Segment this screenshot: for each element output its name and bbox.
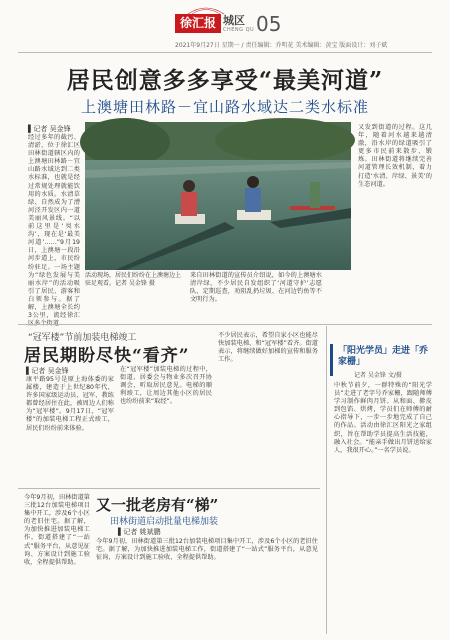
sidebar-body: 中秋节前夕，一群特殊的“阳光学员”走进了老字号乔家栅，跟随师傅学习制作鲜肉月饼。从和面、擀皮到包馅、烘烤，学员们在师傅的耐心指导下，一步一步地完成了自己的作品。活动由徐汇区阳光之家组织，旨在帮助学员提高生活技能，融入社会。“能亲手做出月饼送给家人，我很开心。”一名学员说。 (334, 382, 432, 454)
sidebar-accent-bar (330, 344, 333, 376)
main-column-3: 来自田林街道的宣传员介绍说，如今的上澳塘水清岸绿，不少居民自发组织了‘河道守护’志愿队，定期巡查，劝阻乱扔垃圾、在河边钓鱼等不文明行为。 (190, 272, 322, 304)
sidebar-byline: 记者 吴金锋 文/摄 (354, 372, 402, 379)
third-column-body: 今年9月初，田林街道第三批12台加装电梯项目集中开工，涉及6个小区的老旧住宅。据了解，为加快推进加装电梯工作，街道搭建了“一站式”服务平台，从意见征询、方案设计到施工验收，全程提供帮助。 (96, 538, 318, 562)
third-column-left: 今年9月初，田林街道第三批12台加装电梯项目集中开工，涉及6个小区的老旧住宅。据了解，为加快推进加装电梯工作，街道搭建了“一站式”服务平台，从意见征询、方案设计到施工验收，全程提供帮助。 (24, 494, 90, 566)
second-column-1: 康平路95号是原上海体委的家属楼，建造于上世纪80年代，许多国家级运动员、冠军、教练都曾经居住在此，被周边人们称为“冠军楼”。9月17日，“冠军楼”的加装电梯工程正式竣工，居民们纷纷前来体验。 (26, 376, 114, 432)
second-author: ▌记者 吴金锋 (26, 367, 69, 375)
photo-caption: 活动现场，居民们纷纷在上澳塘边上驻足观看。记者 吴金锋 摄 (85, 272, 182, 287)
main-subheadline: 上澳塘田林路－宜山路水域达二类水标准 (80, 98, 369, 116)
third-subheadline: 田林街道启动批量电梯加装 (110, 517, 219, 527)
second-column-3: 不少居民表示，希望自家小区也能尽快加装电梯，和“冠军楼”看齐。街道表示，将继续做好加梯的宣传和服务工作。 (218, 332, 318, 364)
main-author: ▌记者 吴金锋 (28, 125, 71, 133)
article-divider (18, 324, 432, 325)
second-column-2: 在“冠军楼”加装电梯的过程中，街道、居委会与物业多次召开协调会，听取居民意见。电梯的顺利竣工，让周边其他小区的居民也纷纷前来“取经”。 (120, 366, 212, 406)
main-column-1: 经过多年的截污、清淤，位于徐汇区田林街道辖区内的上澳塘田林路－宜山路水域达到二类水标准，也就是经过常规处理就能饮用的水质。水清草绿、自然成为了漕河泾开发区内一道美丽风景线。“以前这里是‘臭水沟’，现在是‘最美河道’……”9月19日，上澳塘一段沿河步道上，市民纷纷驻足。一场主题为“绿色发展与美丽水岸”的活动吸引了居民、游客和白领参与。据了解，上澳塘全长约3公里，流经徐汇 (28, 134, 80, 320)
sidebar-title: 「阳光学员」走进「乔家栅」 (338, 346, 429, 367)
page-number: 05 (256, 12, 282, 36)
sidebar-divider (326, 326, 327, 634)
article-divider-2 (18, 488, 320, 489)
river-photo (85, 122, 351, 270)
third-author: ▌记者 姚斌鹏 (118, 528, 161, 536)
main-headline: 居民创意多多享受“最美河道” (66, 67, 384, 94)
second-headline: 居民期盼尽快“看齐” (24, 346, 190, 366)
third-headline: 又一批老房有“梯” (96, 496, 219, 514)
header-divider (18, 52, 432, 53)
newspaper-brand: 徐汇报 (175, 14, 221, 33)
section-name: 城区 (223, 14, 245, 27)
second-kicker: “冠军楼”节前加装电梯竣工 (28, 333, 137, 343)
section-name-en: CHENG QU (223, 27, 255, 33)
dateline: 2021年9月27日 星期一 / 责任编辑：乔明花 美术编辑：黄宝 版面设计：刘子斌 (175, 42, 388, 49)
river-scene-image (85, 122, 351, 270)
main-column-5: 又发到街道的过程。这几年，随着河水越来越清澈，沿水岸的绿道吸引了更多市民前来散步、锻炼。田林街道将继续完善河道管理长效机制，着力打造‘水清、岸绿、景美’的生态河道。 (358, 124, 432, 188)
